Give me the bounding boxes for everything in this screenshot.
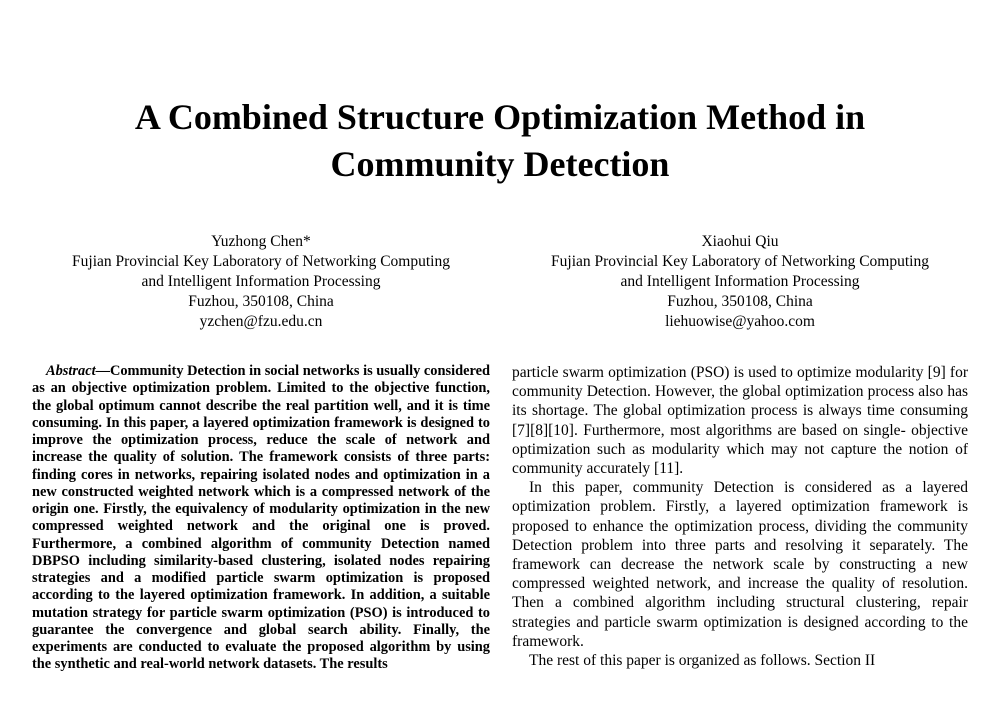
abstract-paragraph bbox=[32, 363, 490, 674]
body-columns bbox=[32, 363, 968, 714]
abstract-text: —Community Detection in social networks is usually considered as an objective optimization problem. Limited to the objective function, the global optimum cannot describe the real partition well, and it is time consuming. In this paper, a layered optimization framework is designed to improve the optimization process, reduce the scale of network and increase the quality of solution. The framework consists of three parts: finding cores in networks, repairing isolated nodes and optimization in a new constructed weighted network which is a compressed network of the origin one. Firstly, the equivalency of modularity optimization in the new compressed weighted network and the original one is proved. Furthermore, a combined algorithm of community Detection named DBPSO including similarity-based clustering, isolated nodes repairing strategies and a modified particle swarm optimization is proposed according to the layered optimization framework. In addition, a suitable mutation strategy for particle swarm optimization (PSO) is introduced to guarantee the convergence and global search ability. Finally, the experiments are conducted to evaluate the proposed algorithm by using the synthetic and real-world network datasets. The results bbox=[32, 363, 490, 673]
author-affiliation-line-2: and Intelligent Information Processing bbox=[620, 273, 860, 290]
paper-title-line-1: A Combined Structure Optimization Method in bbox=[134, 97, 866, 137]
author-address: Fuzhou, 350108, China bbox=[188, 293, 334, 310]
paper-title bbox=[0, 94, 1000, 188]
body-paragraph-2: In this paper, community Detection is considered as a layered optimization problem. Firstly, a layered optimization framework is proposed to enhance the optimization process, dividing the community Detection problem into three parts and resolving it separately. The framework can decrease the network scale by constructing a new compressed weighted network, and increase the quality of resolution. Then a combined algorithm including structural clustering, repair strategies and particle swarm optimization is designed according to the framework. bbox=[512, 479, 968, 650]
body-paragraph-3: The rest of this paper is organized as follows. Section II bbox=[529, 652, 876, 670]
author-email: liehuowise@yahoo.com bbox=[665, 313, 815, 330]
author-name: Yuzhong Chen* bbox=[211, 233, 311, 250]
author-affiliation-line-1: Fujian Provincial Key Laboratory of Networking Computing bbox=[72, 253, 450, 270]
paper-title-line-2: Community Detection bbox=[330, 144, 670, 184]
left-column bbox=[32, 363, 490, 714]
author-block-2 bbox=[512, 232, 968, 332]
author-name: Xiaohui Qiu bbox=[701, 233, 779, 250]
right-column bbox=[512, 363, 968, 714]
author-affiliation-line-1: Fujian Provincial Key Laboratory of Networking Computing bbox=[551, 253, 929, 270]
body-paragraph-1: particle swarm optimization (PSO) is used to optimize modularity [9] for community Detection. However, the global optimization process also has its shortage. The global optimization process is always time consuming [7][8][10]. Furthermore, most algorithms are based on single- objective optimization such as modularity which may not capture the notion of community accurately [11]. bbox=[512, 364, 968, 478]
abstract-label: Abstract bbox=[46, 363, 96, 379]
author-block-1 bbox=[32, 232, 490, 332]
author-email: yzchen@fzu.edu.cn bbox=[199, 313, 323, 330]
author-affiliation-line-2: and Intelligent Information Processing bbox=[141, 273, 381, 290]
author-address: Fuzhou, 350108, China bbox=[667, 293, 813, 310]
